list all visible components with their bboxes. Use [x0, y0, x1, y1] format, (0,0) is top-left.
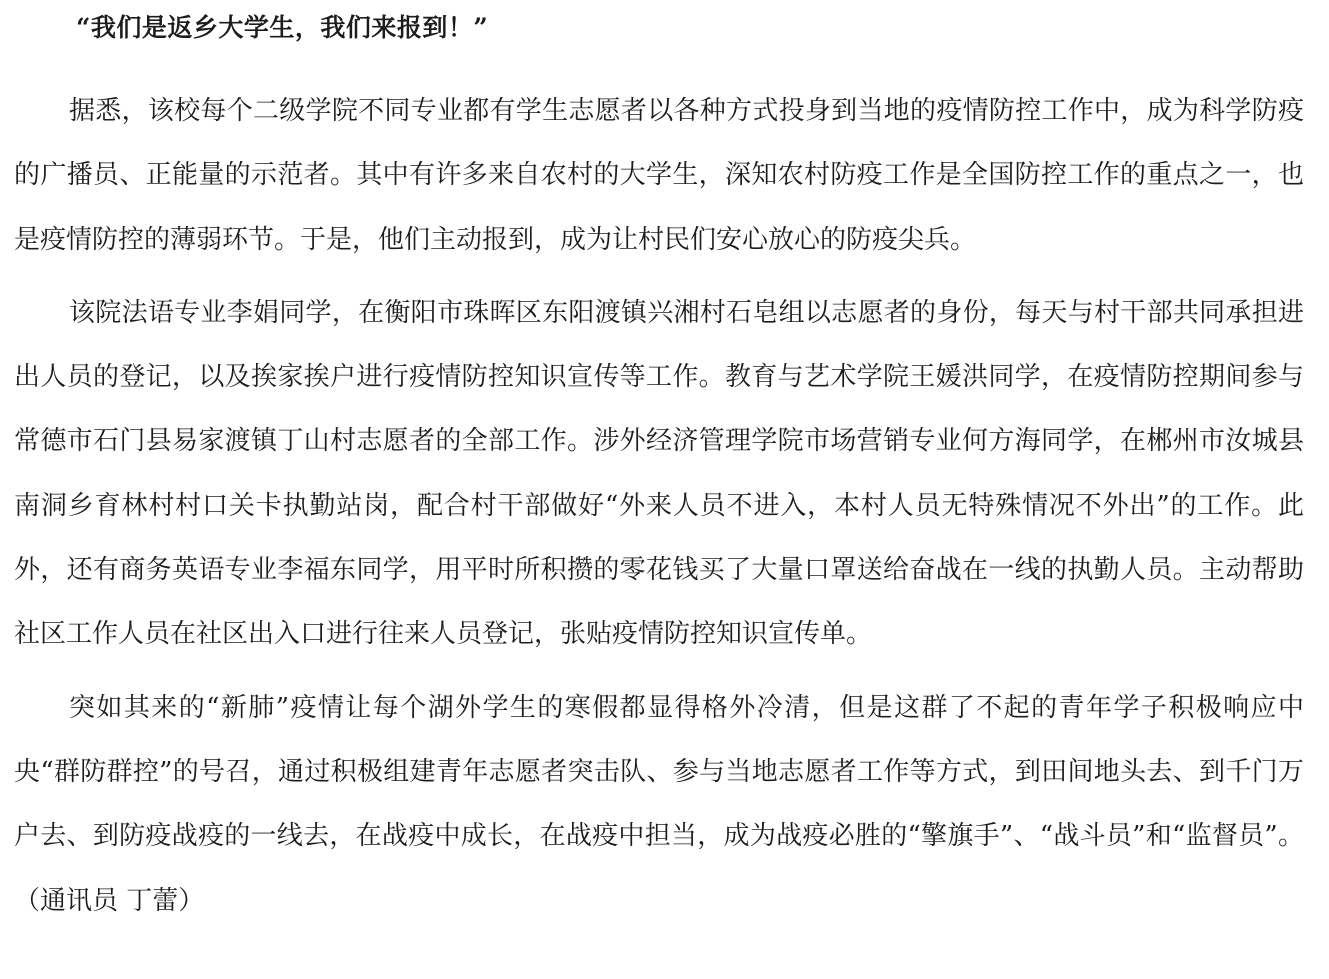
article-body: [14, 0, 1304, 933]
paragraph-student-examples: 该院法语专业李娟同学，在衡阳市珠晖区东阳渡镇兴湘村石皂组以志愿者的身份，每天与村干部共同承担进出人员的登记，以及挨家挨户进行疫情防控知识宣传等工作。教育与艺术学院王媛洪同学，在疫情防控期间参与常德市石门县易家渡镇丁山村志愿者的全部工作。涉外经济管理学院市场营销专业何方海同学，在郴州市汝城县南洞乡育林村村口关卡执勤站岗，配合村干部做好“外来人员不进入，本村人员无特殊情况不外出”的工作。此外，还有商务英语专业李福东同学，用平时所积攒的零花钱买了大量口罩送给奋战在一线的执勤人员。主动帮助社区工作人员在社区出入口进行往来人员登记，张贴疫情防控知识宣传单。: [14, 297, 1304, 650]
paragraph-volunteers-overview: 据悉，该校每个二级学院不同专业都有学生志愿者以各种方式投身到当地的疫情防控工作中，成为科学防疫的广播员、正能量的示范者。其中有许多来自农村的大学生，深知农村防疫工作是全国防控工作的重点之一，也是疫情防控的薄弱环节。于是，他们主动报到，成为让村民们安心放心的防疫尖兵。: [14, 96, 1304, 255]
paragraph-conclusion: 突如其来的“新肺”疫情让每个湖外学生的寒假都显得格外冷清，但是这群了不起的青年学子积极响应中央“群防群控”的号召，通过积极组建青年志愿者突击队、参与当地志愿者工作等方式，到田间地头去、到千门万户去、到防疫战疫的一线去，在战疫中成长，在战疫中担当，成为战疫必胜的“擎旗手”、“战斗员”和“监督员”。（通讯员 丁蕾）: [14, 692, 1304, 916]
section-heading: “我们是返乡大学生，我们来报到！”: [76, 13, 489, 42]
